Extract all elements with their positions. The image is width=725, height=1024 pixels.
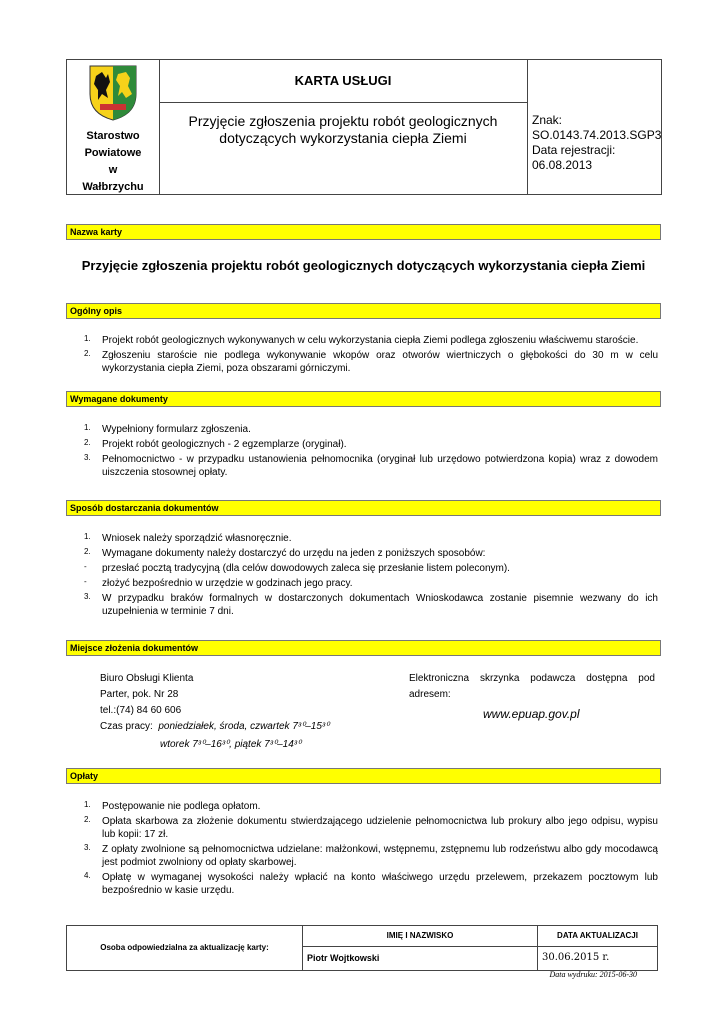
print-date: Data wydruku: 2015-06-30: [549, 970, 637, 979]
list-item: 4. Opłatę w wymaganej wysokości należy wpłacić na konto właściwego urzędu przelewem, przekazem pocztowym lub bezpośrednio w kasie urzędu.: [84, 871, 658, 896]
list-item: 2. Projekt robót geologicznych - 2 egzemplarze (oryginał).: [84, 438, 347, 450]
name-header: IMIĘ I NAZWISKO: [303, 926, 537, 947]
list-item: - przesłać pocztą tradycyjną (dla celów dowodowych zaleca się przesłanie listem poleconym).: [84, 562, 510, 574]
section-overview: Ogólny opis: [66, 303, 661, 319]
coat-of-arms-icon: [88, 64, 138, 122]
list-item: 3. W przypadku braków formalnych w dostarczonych dokumentach Wnioskodawca zostanie pisemnie wezwany do ich uzupełnienia w terminie 7 dni.: [84, 592, 658, 617]
service-title: Przyjęcie zgłoszenia projektu robót geologicznych dotyczących wykorzystania ciepła Ziemi: [188, 113, 498, 146]
list-item: - złożyć bezpośrednio w urzędzie w godzinach jego pracy.: [84, 577, 353, 589]
list-item: 1. Postępowanie nie podlega opłatom.: [84, 800, 261, 812]
required-docs-list: [84, 423, 658, 481]
overview-list: [84, 334, 658, 377]
section-required-docs: Wymagane dokumenty: [66, 391, 661, 407]
section-card-name: Nazwa karty: [66, 224, 661, 240]
responsible-name: Piotr Wojtkowski: [307, 953, 380, 963]
date-cell: [538, 926, 657, 970]
delivery-list: [84, 532, 658, 620]
epuap-info: [409, 671, 655, 722]
section-place: Miejsce złożenia dokumentów: [66, 640, 661, 656]
card-label: KARTA USŁUGI: [159, 60, 527, 103]
fees-list: [84, 800, 658, 899]
office-name: Starostwo Powiatowe w Wałbrzychu: [82, 130, 144, 193]
hours-label: Czas pracy:: [100, 721, 153, 732]
list-item: 1. Wniosek należy sporządzić własnoręcznie.: [84, 532, 292, 544]
office-address: [100, 671, 400, 753]
responsible-label: Osoba odpowiedzialna za aktualizację karty:: [67, 926, 303, 970]
hours-line-2: wtorek 7³⁰–16³⁰, piątek 7³⁰–14³⁰: [160, 739, 302, 750]
meta-cell: [528, 60, 661, 194]
section-delivery: Sposób dostarczania dokumentów: [66, 500, 661, 516]
sign-number: Znak: SO.0143.74.2013.SGP3: [532, 113, 662, 142]
list-item: 2. Zgłoszeniu staroście nie podlega wykonywanie wkopów oraz otworów wiertniczych o głębokości do 30 m w celu wykorzystania ciepła Ziemi, poza obszarami górniczymi.: [84, 349, 658, 374]
section-fees: Opłaty: [66, 768, 661, 784]
list-item: 2. Wymagane dokumenty należy dostarczyć do urzędu na jeden z poniższych sposobów:: [84, 547, 486, 559]
update-date: 30.06.2015 r.: [542, 952, 610, 963]
date-header: DATA AKTUALIZACJI: [538, 926, 657, 947]
epuap-link[interactable]: www.epuap.gov.pl: [483, 707, 580, 721]
header-table: [66, 59, 662, 195]
card-title: Przyjęcie zgłoszenia projektu robót geologicznych dotyczących wykorzystania ciepła Ziemi: [81, 258, 646, 273]
name-cell: [303, 926, 538, 970]
list-item: 2. Opłata skarbowa za złożenie dokumentu stwierdzającego udzielenie pełnomocnictwa lub prokury albo jego odpisu, wypisu lub kopii: 17 zł.: [84, 815, 658, 840]
list-item: 3. Z opłaty zwolnione są pełnomocnictwa udzielane: małżonkowi, wstępnemu, zstępnemu lub rodzeństwu albo gdy mocodawcą jest podmiot zwolniony od opłaty skarbowej.: [84, 843, 658, 868]
office-name-line: Biuro Obsługi Klienta: [100, 673, 194, 684]
list-item: 3. Pełnomocnictwo - w przypadku ustanowienia pełnomocnika (oryginał lub urzędowo potwierdzona kopia) wraz z dowodem uiszczenia stosownej opłaty.: [84, 453, 658, 478]
footer-table: [66, 925, 658, 971]
title-cell: [159, 60, 528, 194]
office-phone: tel.:(74) 84 60 606: [100, 705, 182, 716]
registration-date: Data rejestracji: 06.08.2013: [532, 143, 616, 172]
epuap-text: Elektroniczna skrzynka podawcza dostępna pod adresem:: [409, 673, 655, 700]
office-floor: Parter, pok. Nr 28: [100, 689, 179, 700]
list-item: 1. Projekt robót geologicznych wykonywanych w celu wykorzystania ciepła Ziemi podlega zgłoszeniu właściwemu staroście.: [84, 334, 639, 346]
office-cell: [67, 60, 160, 194]
hours-line-1: poniedziałek, środa, czwartek 7³⁰–15³⁰: [158, 721, 330, 732]
list-item: 1. Wypełniony formularz zgłoszenia.: [84, 423, 251, 435]
